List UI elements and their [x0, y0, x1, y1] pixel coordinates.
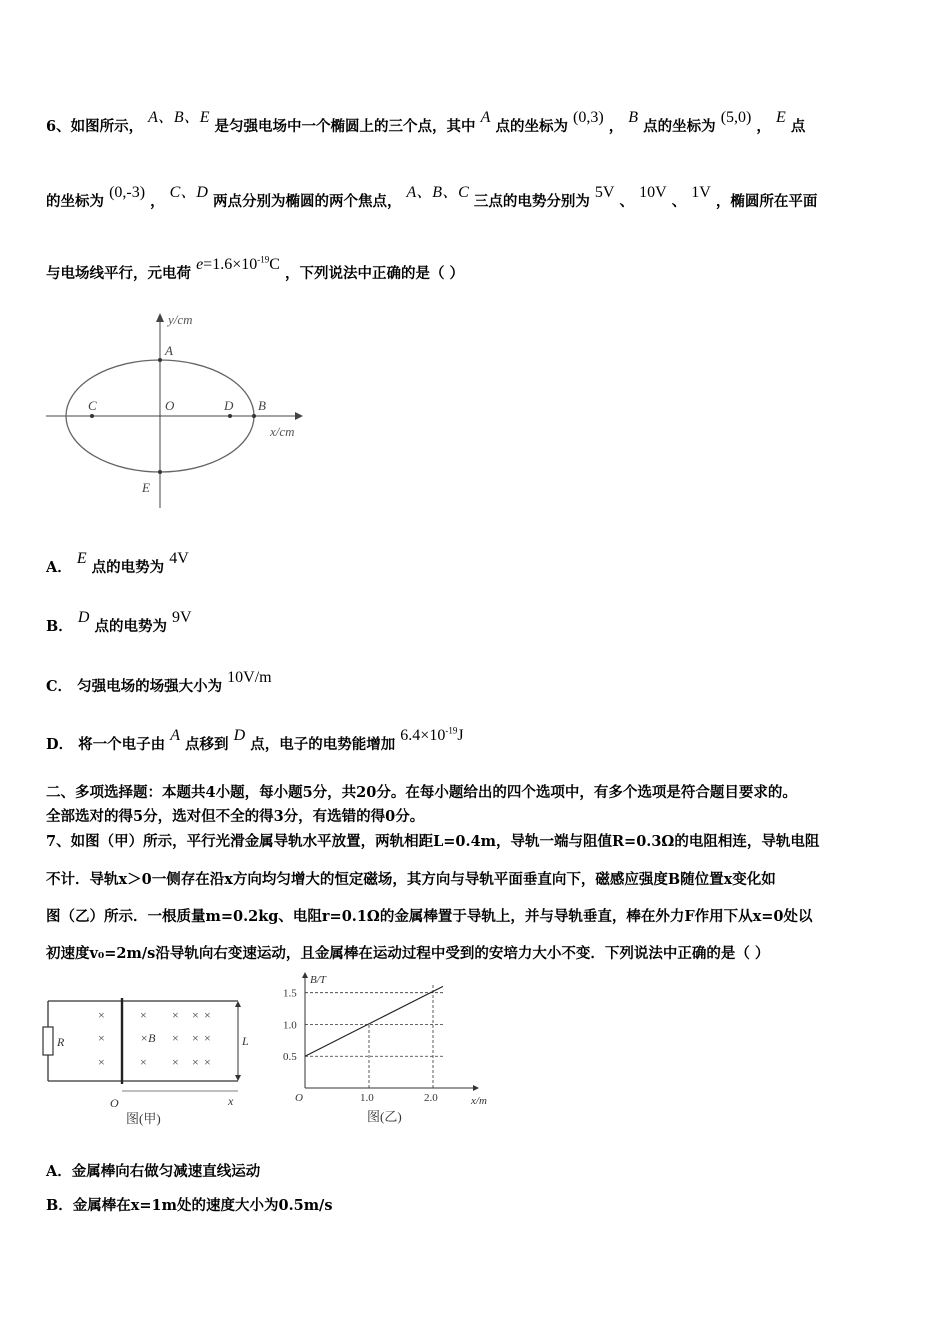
q6-points-abc: A、B、C [406, 184, 469, 201]
y-tick-label: 1.0 [283, 1019, 297, 1032]
origin-label: O [110, 1096, 119, 1110]
q6-option-b[interactable] [46, 609, 192, 636]
y-axis-arrow [156, 313, 164, 322]
q6-point-e: E [775, 109, 786, 126]
point-b-dot [252, 414, 256, 418]
cross: × [192, 1055, 199, 1069]
origin-label: O [295, 1092, 303, 1104]
option-text: 点的电势为 [91, 559, 165, 576]
label-c: C [88, 398, 97, 413]
width-arrow-head-top [235, 1001, 241, 1007]
cross: × [204, 1031, 211, 1045]
q6-text: 与电场线平行，元电荷 [46, 265, 191, 282]
q7-line-1 [46, 830, 819, 851]
q6-text: 点的坐标为 [495, 118, 568, 135]
q6-text: 点 [790, 118, 806, 135]
charge-unit: C [269, 256, 280, 273]
y-axis-label: B/T [310, 974, 326, 986]
option-label: A． [46, 559, 72, 576]
x-label: x [228, 1094, 234, 1108]
q6-text: 三点的电势分别为 [473, 193, 590, 210]
section-2-line-2 [46, 805, 424, 826]
energy-mantissa: 6.4×10 [400, 727, 446, 744]
cross: × [172, 1055, 179, 1069]
cross: × [98, 1055, 105, 1069]
option-value [400, 727, 463, 744]
section-heading: 二、多项选择题：本题共4小题，每小题5分，共20分。在每小题给出的四个选项中，有多个选项是符合题目要求的。 [46, 784, 797, 801]
charge-mantissa: =1.6×10 [203, 256, 258, 273]
q6-potential-a: 5V [594, 184, 615, 201]
label-d: D [224, 398, 234, 413]
q6-text: ， [608, 118, 624, 135]
q6-text: 是匀强电场中一个椭圆上的三个点，其中 [214, 118, 476, 135]
q6-line-2 [46, 184, 818, 211]
q6-coord-e: (0,-3) [109, 184, 146, 201]
q6-text: 的坐标为 [46, 193, 104, 210]
point-e-dot [158, 470, 162, 474]
option-text: 匀强电场的场强大小为 [77, 678, 223, 695]
elementary-charge-value [203, 256, 280, 273]
section-2-line-1 [46, 781, 797, 802]
q6-ellipse-figure [40, 308, 320, 518]
q6-option-d[interactable] [46, 725, 464, 754]
q6-text: 两点分别为椭圆的两个焦点， [212, 193, 402, 210]
label-o: O [165, 398, 175, 413]
q6-potential-b: 10V [639, 184, 667, 201]
q7-option-b[interactable] [46, 1194, 333, 1215]
q6-coord-a: (0,3) [573, 109, 604, 126]
figure-caption-left: 图(甲) [126, 1111, 161, 1126]
q6-text: ，下列说法中正确的是（ ） [284, 265, 465, 282]
cross: × [204, 1055, 211, 1069]
q6-line-1 [46, 109, 806, 136]
option-value: 9V [172, 609, 192, 626]
q7-text: 初速度v₀=2m/s沿导轨向右变速运动，且金属棒在运动过程中受到的安培力大小不变．下列说法中正确的是（ ） [46, 945, 770, 962]
cross: × [204, 1008, 211, 1022]
option-symbol: A [170, 727, 180, 744]
option-text: 点移到 [185, 736, 229, 753]
label-b: B [258, 398, 266, 413]
point-d-dot [228, 414, 232, 418]
option-text: 点的电势为 [94, 618, 167, 635]
energy-exponent: -19 [445, 725, 458, 736]
y-axis-label: y/cm [168, 312, 193, 327]
q6-point-a: A [480, 109, 491, 126]
q6-points-cd: C、D [169, 184, 208, 201]
cross: × [140, 1008, 147, 1022]
magnetic-field-crosses [98, 1008, 211, 1069]
x-axis-label: x/cm [270, 424, 295, 439]
option-value: 10V/m [227, 669, 272, 686]
point-a-dot [158, 358, 162, 362]
x-axis-arrow [473, 1085, 479, 1091]
q7-line-3 [46, 905, 813, 926]
q6-line-3 [46, 254, 465, 283]
cross: × [192, 1031, 199, 1045]
q6-option-a[interactable] [46, 550, 189, 577]
elementary-charge-symbol: e [196, 256, 204, 273]
option-symbol: D [77, 609, 90, 626]
x-axis-arrow [295, 412, 303, 420]
y-tick-label: 0.5 [283, 1051, 297, 1064]
q6-text: 、 [671, 193, 687, 210]
cross: × [172, 1008, 179, 1022]
energy-unit: J [457, 727, 464, 744]
option-label: C． [46, 678, 73, 695]
charge-exponent: -19 [257, 254, 270, 265]
width-label: L [242, 1034, 249, 1048]
option-text: 点，电子的电势能增加 [250, 736, 396, 753]
cross: × [192, 1008, 199, 1022]
q7-text: 图（乙）所示．一根质量m=0.2kg、电阻r=0.1Ω的金属棒置于导轨上，并与导轨垂直，棒在外力F作用下从x=0处以 [46, 908, 813, 925]
cross: × [98, 1031, 105, 1045]
resistor [43, 1027, 53, 1055]
label-e: E [142, 480, 150, 495]
option-symbol: E [76, 550, 87, 567]
q7-line-2 [46, 868, 776, 889]
q6-text: 6、如图所示， [46, 118, 144, 135]
field-label-b: ×B [140, 1031, 156, 1045]
width-arrow-head-bottom [235, 1075, 241, 1081]
q6-text: ， [756, 118, 771, 135]
cross: × [98, 1008, 105, 1022]
q6-option-c[interactable] [46, 669, 272, 696]
q6-points-abe: A、B、E [148, 109, 210, 126]
y-axis-arrow [302, 972, 308, 978]
option-value: 4V [169, 550, 189, 567]
y-tick-label: 1.5 [283, 987, 297, 1000]
label-a: A [165, 343, 173, 358]
section-scoring: 全部选对的得5分，选对但不全的得3分，有选错的得0分。 [46, 808, 425, 825]
q7-rail-figure [42, 995, 262, 1130]
x-tick-label: 1.0 [360, 1092, 374, 1104]
q6-point-b: B [628, 109, 639, 126]
option-text: 将一个电子由 [78, 736, 166, 753]
x-axis-label: x/m [471, 1095, 487, 1107]
q7-line-4 [46, 942, 769, 963]
option-text: B．金属棒在x=1m处的速度大小为0.5m/s [46, 1197, 333, 1214]
q7-text: 不计．导轨x＞0一侧存在沿x方向均匀增大的恒定磁场，其方向与导轨平面垂直向下，磁感应强度B随位置x变化如 [46, 871, 776, 888]
figure-caption-right: 图(乙) [367, 1109, 402, 1124]
option-label: B． [46, 618, 73, 635]
option-symbol: D [233, 727, 246, 744]
option-label: D． [46, 736, 74, 753]
option-text: A．金属棒向右做匀减速直线运动 [46, 1163, 261, 1180]
q7-option-a[interactable] [46, 1160, 260, 1181]
q6-coord-b: (5,0) [720, 109, 752, 126]
q6-text: ，椭圆所在平面 [715, 193, 818, 210]
q7-text: 7、如图（甲）所示，平行光滑金属导轨水平放置，两轨相距L=0.4m，导轨一端与阻值R=0.3Ω的电阻相连，导轨电阻 [46, 833, 820, 850]
x-tick-label: 2.0 [424, 1092, 438, 1104]
q6-text: 点的坐标为 [643, 118, 716, 135]
cross: × [140, 1055, 147, 1069]
q6-potential-c: 1V [691, 184, 711, 201]
point-c-dot [90, 414, 94, 418]
series-line [305, 986, 443, 1056]
q6-text: ， [150, 193, 165, 210]
resistor-label: R [57, 1035, 65, 1049]
q7-bx-chart [280, 970, 490, 1130]
q6-text: 、 [619, 193, 635, 210]
cross: × [172, 1031, 179, 1045]
